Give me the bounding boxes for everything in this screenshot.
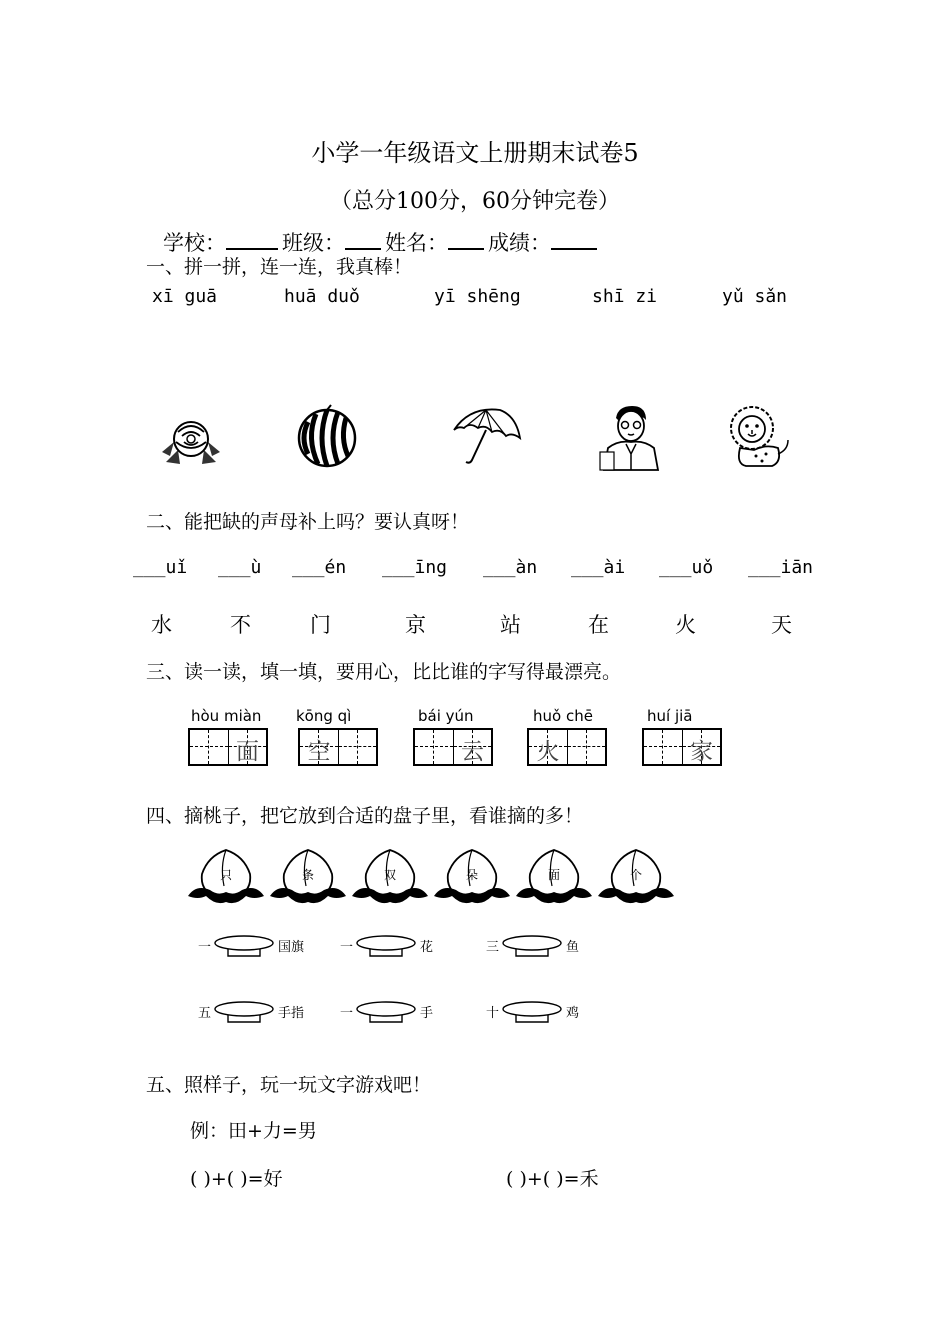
plate-right-label: 花 bbox=[420, 940, 434, 955]
grid-cell[interactable]: 空 bbox=[300, 730, 338, 764]
section-3-heading: 三、读一读，填一填，要用心，比比谁的字写得最漂亮。 bbox=[146, 661, 622, 683]
example-equation: 例：田+力=男 bbox=[190, 1120, 317, 1142]
plate-left-label: 一 bbox=[340, 940, 354, 955]
hint-char: 天 bbox=[771, 613, 792, 637]
umbrella-icon[interactable] bbox=[450, 404, 522, 466]
hint-char: 京 bbox=[405, 613, 426, 637]
grid-cell[interactable]: 火 bbox=[529, 730, 567, 764]
writing-grid[interactable] bbox=[642, 728, 722, 766]
grid-pinyin: hòu miàn bbox=[191, 707, 262, 725]
plate-left-label: 十 bbox=[486, 1006, 500, 1021]
page-subtitle: （总分100分，60分钟完卷） bbox=[330, 189, 620, 214]
watermelon-icon[interactable] bbox=[296, 404, 360, 468]
initial-blank[interactable]: ___iān bbox=[748, 557, 814, 578]
name-label: 姓名： bbox=[385, 231, 448, 255]
plate-icon bbox=[212, 1000, 276, 1028]
class-label: 班级： bbox=[282, 231, 345, 255]
grid-cell[interactable]: 家 bbox=[682, 730, 720, 764]
initial-blank[interactable]: ___én bbox=[292, 557, 347, 578]
score-label: 成绩： bbox=[488, 231, 551, 255]
plate-right-label: 国旗 bbox=[278, 940, 305, 955]
plate-icon bbox=[354, 1000, 418, 1028]
plate-right-label: 手 bbox=[420, 1006, 434, 1021]
peach-label: 个 bbox=[629, 868, 642, 882]
grid-cell[interactable] bbox=[415, 730, 453, 764]
class-field[interactable] bbox=[345, 228, 381, 250]
plate-icon bbox=[212, 934, 276, 962]
equation-blank[interactable]: ( )+( )=禾 bbox=[506, 1168, 599, 1190]
peach-item[interactable] bbox=[516, 846, 592, 910]
hint-char: 不 bbox=[230, 613, 251, 637]
section-5-heading: 五、照样子，玩一玩文字游戏吧！ bbox=[146, 1074, 432, 1096]
lion-icon[interactable] bbox=[726, 404, 792, 468]
grid-pinyin: huí jiā bbox=[647, 707, 693, 725]
grid-pinyin: huǒ chē bbox=[533, 707, 593, 725]
grid-pinyin: bái yún bbox=[418, 707, 474, 725]
page-title: 小学一年级语文上册期末试卷5 bbox=[311, 139, 639, 167]
doctor-icon[interactable] bbox=[598, 404, 662, 472]
hint-char: 火 bbox=[675, 613, 696, 637]
writing-grid[interactable] bbox=[527, 728, 607, 766]
equation-blank[interactable]: ( )+( )=好 bbox=[190, 1168, 283, 1190]
grid-cell[interactable]: 面 bbox=[228, 730, 266, 764]
plate-left-label: 三 bbox=[486, 940, 500, 955]
grid-cell[interactable] bbox=[190, 730, 228, 764]
score-field[interactable] bbox=[551, 228, 597, 250]
grid-pinyin: kōng qì bbox=[296, 707, 352, 725]
plate-right-label: 鱼 bbox=[566, 940, 580, 955]
plate-icon bbox=[500, 1000, 564, 1028]
plate-right-label: 鸡 bbox=[566, 1006, 580, 1021]
grid-cell[interactable] bbox=[567, 730, 605, 764]
pinyin-word: huā duǒ bbox=[284, 286, 360, 307]
hint-char: 水 bbox=[151, 613, 172, 637]
name-field[interactable] bbox=[448, 228, 484, 250]
school-field[interactable] bbox=[226, 228, 278, 250]
writing-grid[interactable] bbox=[188, 728, 268, 766]
section-2-heading: 二、能把缺的声母补上吗？要认真呀！ bbox=[146, 511, 470, 533]
writing-grid[interactable] bbox=[298, 728, 378, 766]
peach-item[interactable] bbox=[270, 846, 346, 910]
peach-item[interactable] bbox=[352, 846, 428, 910]
initial-blank[interactable]: ___àn bbox=[483, 557, 538, 578]
peach-label: 条 bbox=[301, 868, 314, 882]
section-4-heading: 四、摘桃子，把它放到合适的盘子里，看谁摘的多！ bbox=[146, 805, 584, 827]
hint-char: 站 bbox=[500, 613, 521, 637]
pinyin-word: xī guā bbox=[152, 286, 218, 307]
grid-cell[interactable] bbox=[338, 730, 376, 764]
peach-label: 朵 bbox=[465, 868, 478, 882]
initial-blank[interactable]: ___īng bbox=[382, 557, 448, 578]
plate-icon bbox=[500, 934, 564, 962]
pinyin-word: yī shēng bbox=[434, 286, 521, 307]
plate-left-label: 一 bbox=[198, 940, 212, 955]
pinyin-word: yǔ sǎn bbox=[722, 286, 788, 307]
writing-grid[interactable] bbox=[413, 728, 493, 766]
peach-label: 只 bbox=[219, 868, 232, 882]
grid-cell[interactable]: 云 bbox=[453, 730, 491, 764]
initial-blank[interactable]: ___uǒ bbox=[659, 557, 714, 578]
plate-left-label: 一 bbox=[340, 1006, 354, 1021]
peach-label: 双 bbox=[383, 868, 396, 882]
peach-item[interactable] bbox=[598, 846, 674, 910]
initial-blank[interactable]: ___ài bbox=[571, 557, 626, 578]
grid-cell[interactable] bbox=[644, 730, 682, 764]
plate-right-label: 手指 bbox=[278, 1006, 305, 1021]
pinyin-word: shī zi bbox=[592, 286, 658, 307]
flower-icon[interactable] bbox=[156, 412, 226, 468]
peach-label: 面 bbox=[547, 868, 560, 882]
plate-left-label: 五 bbox=[198, 1006, 212, 1021]
hint-char: 在 bbox=[588, 613, 609, 637]
school-label: 学校： bbox=[163, 231, 226, 255]
initial-blank[interactable]: ___ù bbox=[218, 557, 262, 578]
initial-blank[interactable]: ___uǐ bbox=[133, 557, 188, 578]
peach-item[interactable] bbox=[434, 846, 510, 910]
section-1-heading: 一、拼一拼，连一连，我真棒！ bbox=[146, 256, 413, 278]
plate-icon bbox=[354, 934, 418, 962]
peach-item[interactable] bbox=[188, 846, 264, 910]
hint-char: 门 bbox=[310, 613, 331, 637]
